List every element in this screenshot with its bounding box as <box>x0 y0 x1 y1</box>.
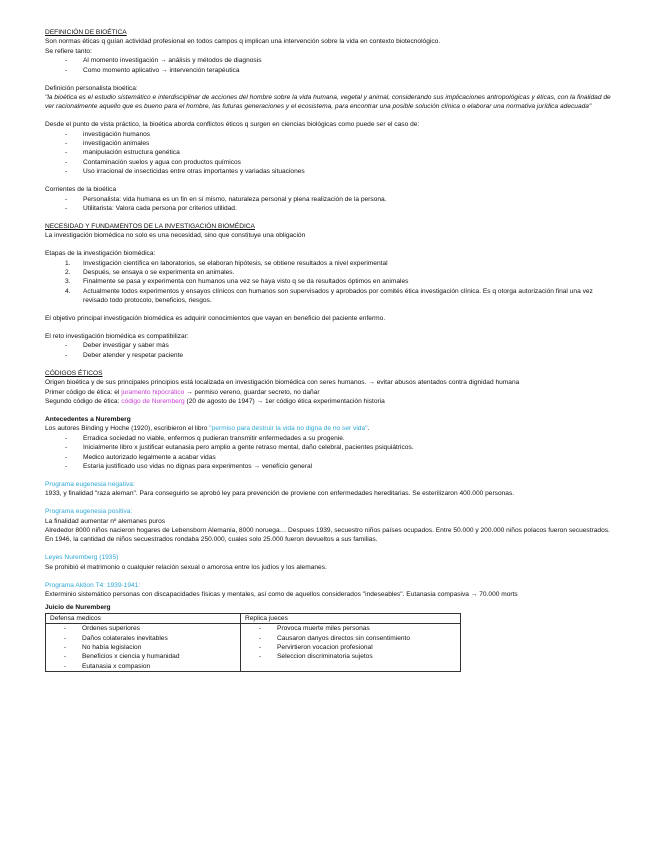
paragraph: Se refiere tanto: <box>45 47 92 55</box>
bullet-list <box>45 434 615 472</box>
list-item: - Medico autorizado legalmente a acabar vidas <box>45 453 615 462</box>
list-item: 4. Actualmente todos experimentos y ensayos clínicos con humanos son supervisados y aprobados por comités ética investigación clínica. Es q otorga autorización final una vez revisado todo protocolo, beneficios, riesgos. <box>65 287 593 305</box>
list-item: - Al momento investigación → análisis y métodos de diagnosis <box>45 56 615 65</box>
list-item: - Erradica sociedad no viable, enfermos q pudieran transmitir enfermedades a su progenie. <box>45 434 615 443</box>
paragraph: Los autores Binding y Hoche (1920), escribieron el libro "permiso para destruir la vida no digna de no ser vida". <box>45 425 370 433</box>
list-item: - Personalista: vida humana es un fin en sí mismo, naturaleza personal y plena realización de la persona. <box>45 195 615 204</box>
juicio-table <box>45 613 461 672</box>
list-item: 2. Después, se ensaya o se experimenta en animales. <box>65 269 235 277</box>
quote-paragraph: "la bioética es el estudio sistemático e interdisciplinar de acciones del hombre sobre la vida humana, vegetal y animal, considerando sus implicaciones antropológicas y éticas, con la finalidad de ver racionalmente aquello que es bueno para el hombre, las futuras generaciones y el ecosistema, para encontrar una posible solución clínica o elaborar una normativa jurídica adecuada" <box>45 93 611 111</box>
table-cell-defensa <box>46 624 241 672</box>
list-item: - manipulación estructura genética <box>45 148 615 157</box>
list-item: 1. Investigación científica en laboratorios, se elaboran hipótesis, se obtiene resultados a nivel experimental <box>65 259 388 267</box>
section-title-codigos: CÓDIGOS ÉTICOS <box>45 369 103 377</box>
list-item: - Pervirtieron vocacion profesional <box>245 643 456 652</box>
list-item: - investigación animales <box>45 139 615 148</box>
list-item: - Daños colaterales inevitables <box>50 634 236 643</box>
list-item: - Deber investigar y saber más <box>45 341 615 350</box>
subsection-title-reto: El reto investigación biomédica es compatibilizar: <box>45 333 189 341</box>
paragraph: La investigación biomédica no solo es una necesidad, sino que constituye una obligación <box>45 232 306 240</box>
section-title-eugenesia-negativa: Programa eugenesia negativa: <box>45 480 135 488</box>
section-title-juicio: Juicio de Nuremberg <box>45 604 111 612</box>
list-item: - No había legislacion <box>50 643 236 652</box>
table-header-defensa: Defensa medicos <box>46 613 241 623</box>
table-row <box>46 624 461 672</box>
paragraph: Desde el punto de vista práctico, la bioética aborda conflictos éticos q surgen en ciencias biológicas como puede ser el caso de: <box>45 121 420 129</box>
bullet-list <box>45 341 615 360</box>
bullet-list <box>45 130 615 177</box>
section-title-leyes: Leyes Nuremberg (1935) <box>45 554 119 562</box>
bullet-list <box>45 56 615 75</box>
paragraph: Segundo código de ética: código de Nuremberg (20 de agosto de 1947) → 1er código ética experimentación historia <box>45 398 385 405</box>
list-item: - Provoca muerte miles personas <box>245 624 456 633</box>
section-title-aktion: Programa Aktion T4: 1939-1941: <box>45 581 141 589</box>
highlight-juramento: juramento hipocrático <box>121 388 185 396</box>
list-item: - Ordenes superiores <box>50 624 236 633</box>
list-item: - Eutanasia x compasion <box>50 662 236 671</box>
table-header-row <box>46 613 461 623</box>
list-item: - Contaminación suelos y agua con productos químicos <box>45 158 615 167</box>
list-item: - Seleccion discriminatoria sujetos <box>245 652 456 661</box>
paragraph: 1933, y finalidad "raza aleman". Para conseguirlo se aprobó ley para prevención de proviene con enfermedades hereditarias. Se esterilizaron 400.000 personas. <box>45 490 515 498</box>
list-item: - Como momento aplicativo → intervención terapéutica <box>45 66 615 75</box>
list-item: - Inicialmente libro x justificar eutanasia pero amplio a gente retraso mental, daño celebral, pacientes psiquiátricos. <box>45 443 615 452</box>
list-item: - Deber atender y respetar paciente <box>45 351 615 360</box>
table-cell-replica <box>241 624 461 672</box>
section-title-corrientes: Corrientes de la bioética <box>45 186 117 194</box>
section-title-definicion: DEFINICIÓN DE BIOÉTICA <box>45 29 127 36</box>
list-item: - Beneficios x ciencia y humanidad <box>50 652 236 661</box>
list-item: - Causaron danyos directos sin consentimiento <box>245 634 456 643</box>
paragraph: La finalidad aumentar nº alemanes puros <box>45 517 166 525</box>
table-header-replica: Replica jueces <box>241 613 461 623</box>
list-item: - Estaría justificado uso vidas no dignas para experimentos → venefício general <box>45 462 615 471</box>
paragraph: Alrededor 8000 niños nacieron hogares de Lebensborn Alemania, 8000 noruega… Despues 1939, secuestro niños países ocupados. Entre 50.000 y 200.000 niños polacos fueron secuestrados. En 1946, la cantidad de niños secuestrados rondaba 250.000, cuales solo 25.000 fueron devueltos a sus familias. <box>45 526 610 544</box>
list-item: - Uso irracional de insecticidas entre otras importantes y variadas situaciones <box>45 167 615 176</box>
bullet-list <box>45 195 615 214</box>
highlight-nuremberg: código de Nuremberg <box>121 398 185 405</box>
section-title-eugenesia-positiva: Programa eugenesia positiva: <box>45 508 133 516</box>
section-title-personalista: Definición personalista bioética: <box>45 84 138 92</box>
section-title-necesidad: NECESIDAD Y FUNDAMENTOS DE LA INVESTIGACIÓN BIOMÉDICA <box>45 222 255 230</box>
document-page <box>45 28 615 672</box>
section-title-antecedentes: Antecedentes a Nuremberg <box>45 415 131 423</box>
highlight-libro: "permiso para destruir la vida no digna de no ser vida" <box>209 425 368 433</box>
paragraph: Se prohibió el matrimonio o cualquier relación sexual o amorosa entre los judíos y los alemanes. <box>45 563 327 571</box>
paragraph: El objetivo principal investigación biomédica es adquirir conocimientos que vayan en beneficio del paciente enfermo. <box>45 315 386 323</box>
numbered-list <box>45 259 615 306</box>
subsection-title-etapas: Etapas de la investigación biomédica: <box>45 250 156 258</box>
list-item: 3. Finalmente se pasa y experimenta con humanos una vez se haya visto q se da resultados óptimos en animales <box>65 278 409 286</box>
paragraph: Exterminio sistemático personas con discapacidades físicas y mentales, así como de aquellos considerados "indeseables". Eutanasia compasiva → 70.000 morts <box>45 591 518 598</box>
paragraph: Origen bioética y de sus principales principios está localizada en investigación biomédica con seres humanos. → evitar abusos atentados contra dignidad humana <box>45 379 520 387</box>
list-item: - investigación humanos <box>45 130 615 139</box>
paragraph: Son normas éticas q guían actividad profesional en todos campos q implican una intervención sobre la vida en contexto biotecnológico. <box>45 38 441 46</box>
paragraph: Primer código de ética: el juramento hipocrático → permiso vereno, guardar secreto, no dañar <box>45 388 320 396</box>
list-item: - Utilitarista: Valora cada persona por criterios utilidad. <box>45 204 615 213</box>
